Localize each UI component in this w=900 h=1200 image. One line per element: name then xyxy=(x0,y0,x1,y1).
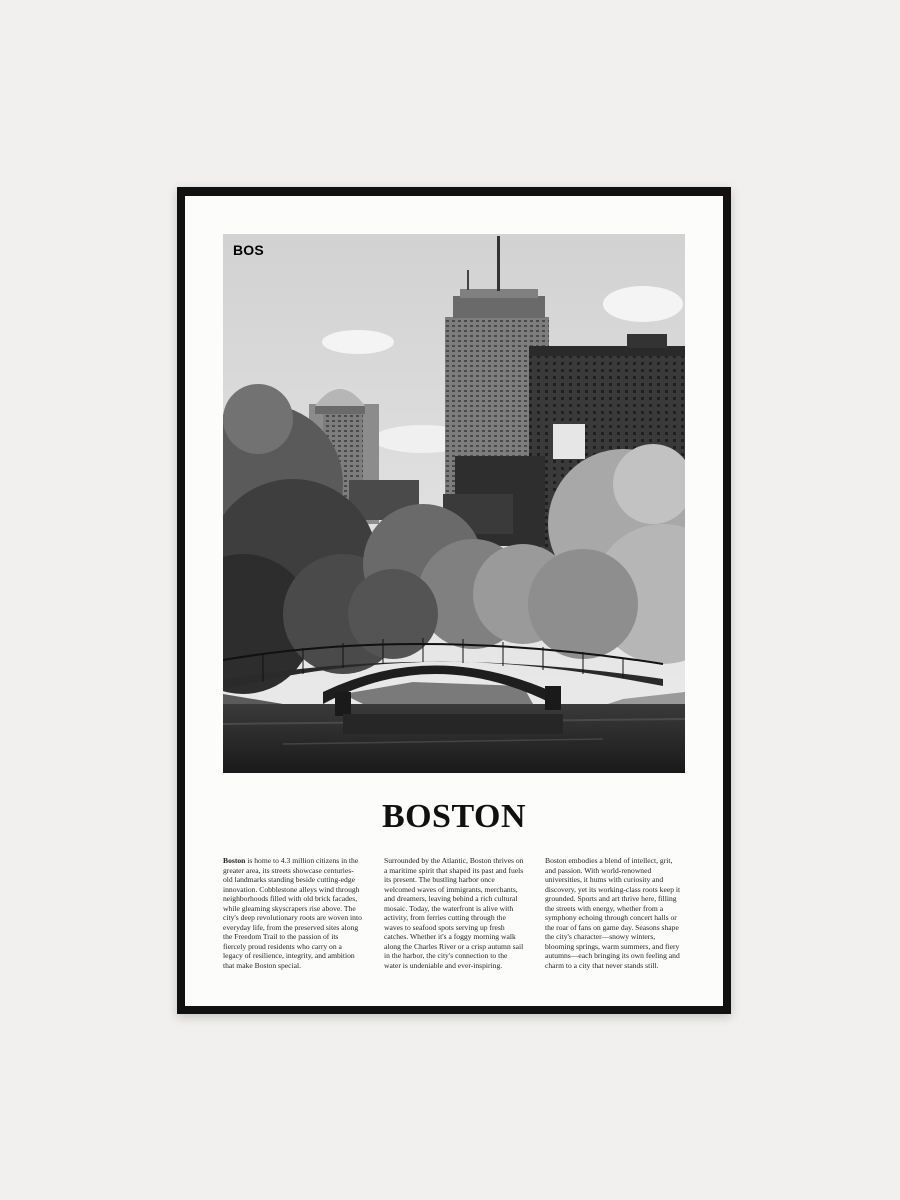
poster-paper xyxy=(185,196,723,1006)
boston-skyline-photo xyxy=(223,234,685,773)
text-column-3 xyxy=(545,856,685,970)
text-column-2 xyxy=(384,856,524,970)
text-columns xyxy=(223,856,685,970)
poster-frame xyxy=(177,187,731,1014)
column-text: is home to 4.3 million citizens in the greater area, its streets showcase centuries-old landmarks standing beside cutting-edge innovation. Cobblestone alleys wind through neighborhoods filled with old brick facades, while gleaming skyscrapers rise above. The city's deep revolutionary roots are woven into everyday life, from the preserved sites along the Freedom Trail to the passion of its fiercely proud residents who carry on a legacy of resilience, integrity, and ambition that make Boston special. xyxy=(223,856,362,970)
text-column-1 xyxy=(223,856,363,970)
column-lead: Boston xyxy=(223,856,246,865)
column-text: Boston embodies a blend of intellect, grit, and passion. With world-renowned universities, it hums with curiosity and discovery, yet its working-class roots keep it grounded. Sports and art thrive here, filling the streets with energy, whether from a symphony echoing through concert halls or the roar of fans on game day. Seasons shape the city's character—snowy winters, blooming springs, warm summers, and fiery autumns—each bringing its own feeling and charm to a city that never stands still. xyxy=(545,856,681,970)
poster-title: BOSTON xyxy=(381,798,527,835)
photo-illustration xyxy=(223,234,685,773)
column-text: Surrounded by the Atlantic, Boston thrives on a maritime spirit that shaped its past and fuels its present. The bustling harbor once welcomed waves of immigrants, merchants, and dreamers, leaving behind a rich cultural mosaic. Today, the waterfront is alive with activity, from ferries cutting through the waves to seafood spots serving up fresh catches. Whether it's a foggy morning walk along the Charles River or a crisp autumn sail in the harbor, the city's connection to the water is undeniable and ever-inspiring. xyxy=(384,856,524,970)
city-code: BOS xyxy=(233,242,264,258)
